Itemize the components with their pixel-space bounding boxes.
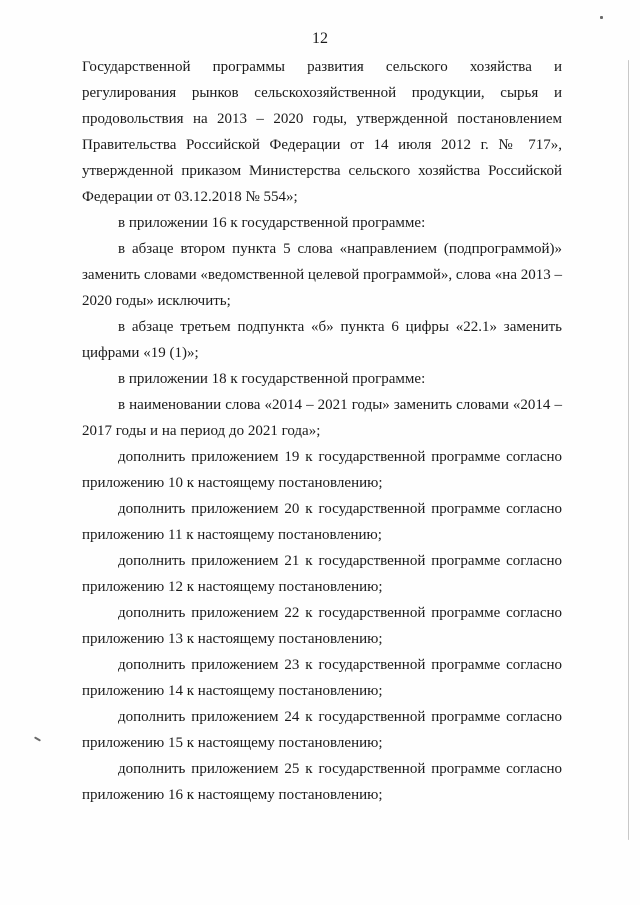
text-line: приложению 14 к настоящему постановлению; (82, 683, 383, 699)
text-line: утвержденной приказом Министерства сельского хозяйства Российской (82, 163, 562, 179)
text-line: в приложении 18 к государственной программе: (118, 371, 426, 387)
text-line: в абзаце втором пункта 5 слова «направлением (подпрограммой)» (118, 241, 562, 257)
text-line: в приложении 16 к государственной программе: (118, 215, 426, 231)
text-line: продовольствия на 2013 – 2020 годы, утвержденной постановлением (82, 111, 562, 127)
text-line: дополнить приложением 25 к государственной программе согласно (118, 761, 562, 777)
text-line: дополнить приложением 23 к государственной программе согласно (118, 657, 562, 673)
scan-speck (34, 736, 41, 741)
text-line: 2017 годы и на период до 2021 года»; (82, 423, 321, 439)
text-line: Государственной программы развития сельского хозяйства и (82, 59, 562, 75)
text-line: приложению 11 к настоящему постановлению; (82, 527, 382, 543)
text-line: Федерации от 03.12.2018 № 554»; (82, 189, 298, 205)
text-line: приложению 13 к настоящему постановлению; (82, 631, 383, 647)
text-line: в абзаце третьем подпункта «б» пункта 6 цифры «22.1» заменить (118, 319, 562, 335)
text-line: приложению 15 к настоящему постановлению; (82, 735, 383, 751)
text-line: в наименовании слова «2014 – 2021 годы» заменить словами «2014 – (118, 397, 562, 413)
document-body (82, 54, 562, 808)
text-line: 2020 годы» исключить; (82, 293, 231, 309)
text-line: заменить словами «ведомственной целевой программой», слова «на 2013 – (82, 267, 562, 283)
text-line: дополнить приложением 20 к государственной программе согласно (118, 501, 562, 517)
text-line: приложению 16 к настоящему постановлению; (82, 787, 383, 803)
text-line: цифрами «19 (1)»; (82, 345, 199, 361)
text-line: регулирования рынков сельскохозяйственной продукции, сырья и (82, 85, 562, 101)
text-line: дополнить приложением 21 к государственной программе согласно (118, 553, 562, 569)
text-line: дополнить приложением 22 к государственной программе согласно (118, 605, 562, 621)
scan-speck (600, 16, 603, 19)
text-line: дополнить приложением 24 к государственной программе согласно (118, 709, 562, 725)
scan-edge-line (628, 60, 629, 840)
page-number: 12 (312, 30, 328, 47)
text-line: Правительства Российской Федерации от 14 июля 2012 г. № 717», (82, 137, 562, 153)
text-line: приложению 12 к настоящему постановлению; (82, 579, 383, 595)
text-line: приложению 10 к настоящему постановлению; (82, 475, 383, 491)
text-line: дополнить приложением 19 к государственной программе согласно (118, 449, 562, 465)
